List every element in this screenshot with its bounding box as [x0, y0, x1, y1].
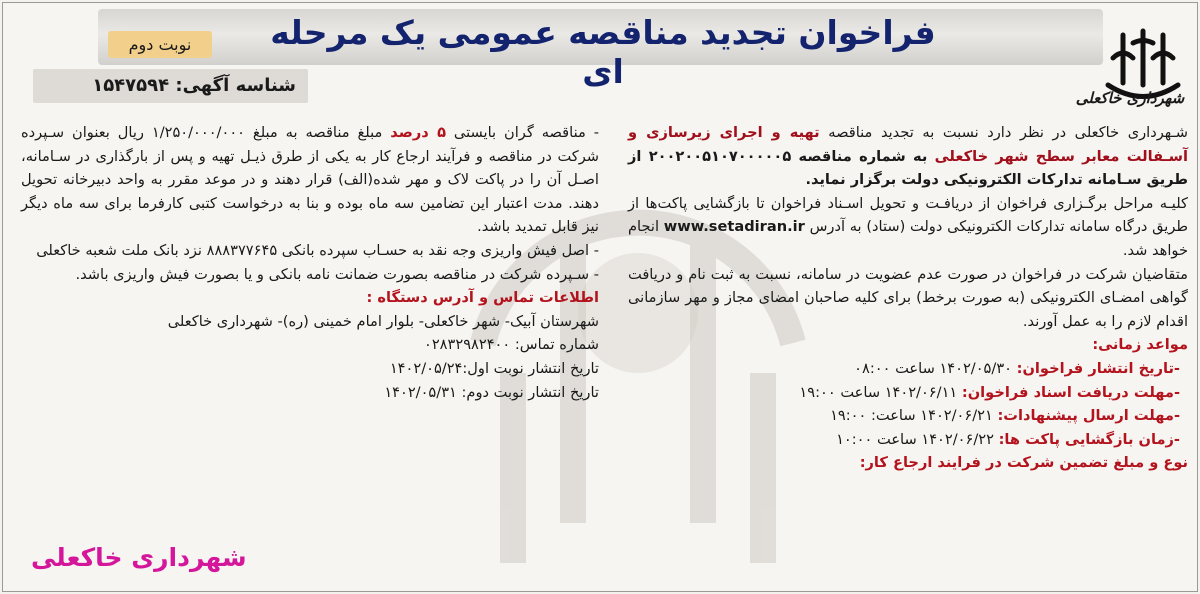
publish-date-first: تاریخ انتشار نوبت اول:۱۴۰۲/۰۵/۲۴: [389, 359, 599, 377]
registration-paragraph: متقاضیان شرکت در فراخوان در صورت عدم عضویت در سامانه، نسبت به ثبت نام و دریافت گواهی امضـای الکترونیکی (به صورت برخط) برای کلیه صاحبان امضای مجاز و مهر سازمانی اقدام لازم را به عمل آورند.: [628, 265, 1188, 330]
guarantee-paragraph: - مناقصه گران بایستی ۵ درصد مبلغ مناقصه به مبلغ ۱/۲۵۰/۰۰۰/۰۰۰ ریال بعنوان سـپرده شرکت در مناقصه و فرآیند ارجاع کار به یکی از طرق ذیـل تهیه و پس از بارگذاری در سـامانه، اصـل آن را در پاکت لاک و مهر شده(الف) قرار دهند و در موعد مقرر به واحد دبیرخانه تحویل دهند. مدت اعتبار این تضامین سه ماه بوده و بنا به درخواست کتبی کارفرما برای سه ماه دیگر نیز قابل تمدید باشد.: [21, 124, 600, 236]
contact-heading: اطلاعات تماس و آدرس دستگاه :: [366, 289, 599, 307]
announcement-frame: [2, 2, 1198, 592]
deposit-paragraph: - اصل فیش واریزی وجه نقد به حسـاب سپرده بانکی ۸۸۸۳۷۷۶۴۵ نزد بانک ملت شعبه خاکعلی: [36, 241, 599, 259]
right-column: [628, 121, 1188, 475]
date-line: -مهلت دریافت اسناد فراخوان: ۱۴۰۲/۰۶/۱۱ ساعت ۱۹:۰۰: [799, 383, 1180, 401]
phone-line: شماره تماس: ۰۲۸۳۲۹۸۲۴۰۰: [424, 336, 599, 354]
publish-date-second: تاریخ انتشار نوبت دوم: ۱۴۰۲/۰۵/۳۱: [384, 383, 599, 401]
logo-text: شهرداری خاکعلی: [1075, 89, 1185, 107]
date-line: -مهلت ارسال پیشنهادات: ۱۴۰۲/۰۶/۲۱ ساعت: ۱۹:۰۰: [830, 407, 1180, 425]
deposit-type-paragraph: - سـپرده شرکت در مناقصه بصورت ضمانت نامه بانکی و یا بصورت فیش واریزی باشد.: [75, 265, 599, 283]
guarantee-heading: نوع و مبلغ تضمین شرکت در فرایند ارجاع کار:: [859, 454, 1188, 472]
dates-heading: مواعد زمانی:: [1092, 336, 1188, 354]
municipality-logo-icon: [1093, 23, 1193, 123]
date-line: -زمان بازگشایی پاکت ها: ۱۴۰۲/۰۶/۲۲ ساعت ۱۰:۰۰: [836, 430, 1180, 448]
intro-paragraph: شـهرداری خاکعلی در نظر دارد نسبت به تجدید مناقصه تهیه و اجرای زیرسازی و آسـفالت معابر سطح شهر خاکعلی به شماره مناقصه ۲۰۰۲۰۰۵۱۰۷۰۰۰۰۰۵ از طریق سـامانه تدارکات الکترونیکی دولت برگزار نماید.: [628, 124, 1188, 189]
date-line: -تاریخ انتشار فراخوان: ۱۴۰۲/۰۵/۳۰ ساعت ۰۸:۰۰: [854, 359, 1180, 377]
left-column: [21, 121, 599, 404]
page-title: فراخوان تجدید مناقصه عمومی یک مرحله ای: [270, 13, 936, 91]
signature-text: شهرداری خاکعلی: [31, 543, 247, 572]
website-link[interactable]: www.setadiran.ir: [663, 218, 805, 236]
ad-id-label: شناسه آگهی: ۱۵۴۷۵۹۴: [33, 69, 308, 103]
project-title: تهیه و اجرای زیرسازی و آسـفالت معابر سطح شهر خاکعلی: [628, 124, 1188, 165]
process-paragraph: کلیـه مراحل برگـزاری فراخوان از دریافـت و تحویل اسـناد فراخوان تا بازگشایی پاکت‌ها از طریق درگاه سامانه تدارکات الکترونیکی دولت (ستاد) به آدرس www.setadiran.ir انجام خواهد شد.: [628, 194, 1188, 259]
round-badge: نوبت دوم: [108, 31, 212, 58]
address-line: شهرستان آبیک- شهر خاکعلی- بلوار امام خمینی (ره)- شهرداری خاکعلی: [167, 312, 599, 330]
